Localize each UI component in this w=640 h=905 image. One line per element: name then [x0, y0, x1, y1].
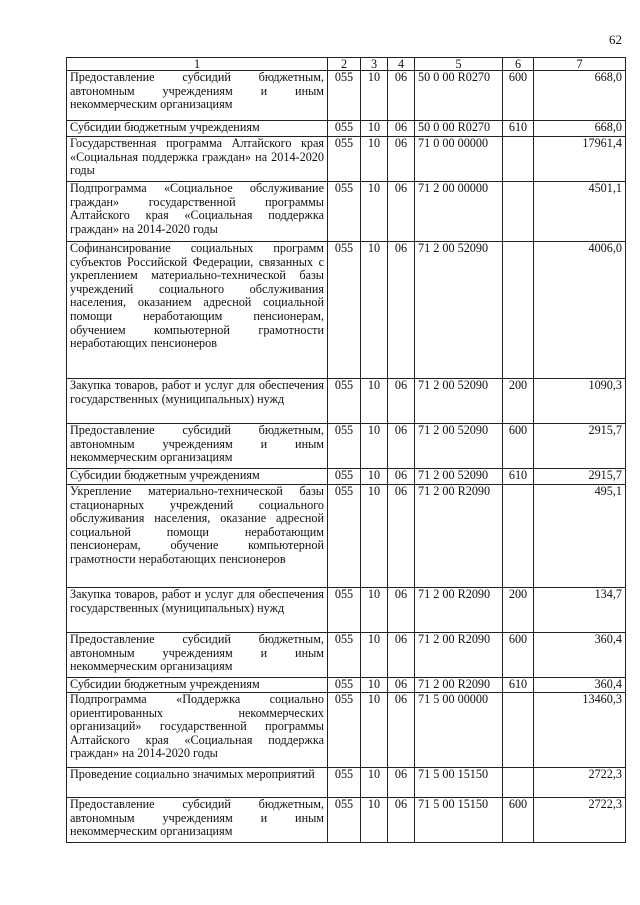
- target-article: 71 2 00 R2090: [415, 588, 503, 633]
- admin-code: 055: [328, 424, 361, 469]
- subsection-code: 06: [388, 121, 415, 137]
- subsection-code: 06: [388, 693, 415, 768]
- admin-code: 055: [328, 121, 361, 137]
- amount: 4501,1: [534, 182, 626, 242]
- table-row: [67, 693, 626, 768]
- expense-type: 200: [503, 588, 534, 633]
- admin-code: 055: [328, 588, 361, 633]
- expense-type: 600: [503, 71, 534, 121]
- row-name: Закупка товаров, работ и услуг для обеспечения государственных (муниципальных) нужд: [67, 588, 328, 633]
- section-code: 10: [361, 137, 388, 182]
- table-row: [67, 71, 626, 121]
- table-row: [67, 379, 626, 424]
- column-header: 1: [67, 58, 328, 71]
- table-row: [67, 768, 626, 798]
- section-code: 10: [361, 693, 388, 768]
- target-article: 71 5 00 15150: [415, 798, 503, 843]
- expense-type: 200: [503, 379, 534, 424]
- admin-code: 055: [328, 798, 361, 843]
- table-row: [67, 588, 626, 633]
- subsection-code: 06: [388, 182, 415, 242]
- column-header: 7: [534, 58, 626, 71]
- subsection-code: 06: [388, 633, 415, 678]
- section-code: 10: [361, 379, 388, 424]
- amount: 360,4: [534, 633, 626, 678]
- section-code: 10: [361, 588, 388, 633]
- row-name: Предоставление субсидий бюджетным, автономным учреждениям и иным некоммерческим организациям: [67, 633, 328, 678]
- amount: 2915,7: [534, 469, 626, 485]
- section-code: 10: [361, 485, 388, 588]
- admin-code: 055: [328, 137, 361, 182]
- section-code: 10: [361, 121, 388, 137]
- row-name: Субсидии бюджетным учреждениям: [67, 469, 328, 485]
- target-article: 50 0 00 R0270: [415, 71, 503, 121]
- expense-type: 600: [503, 424, 534, 469]
- expense-type: 610: [503, 678, 534, 693]
- section-code: 10: [361, 798, 388, 843]
- section-code: 10: [361, 678, 388, 693]
- row-name: Укрепление материально-технической базы стационарных учреждений социального обслуживания населения, оказание адресной социальной помощи неработающим пенсионерам, обучение компьютерной грамотности неработающих пенсионеров: [67, 485, 328, 588]
- admin-code: 055: [328, 469, 361, 485]
- admin-code: 055: [328, 379, 361, 424]
- column-header: 5: [415, 58, 503, 71]
- table-row: [67, 633, 626, 678]
- target-article: 71 2 00 R2090: [415, 678, 503, 693]
- subsection-code: 06: [388, 137, 415, 182]
- amount: 495,1: [534, 485, 626, 588]
- amount: 668,0: [534, 121, 626, 137]
- subsection-code: 06: [388, 379, 415, 424]
- admin-code: 055: [328, 242, 361, 379]
- amount: 1090,3: [534, 379, 626, 424]
- expense-type: [503, 182, 534, 242]
- amount: 668,0: [534, 71, 626, 121]
- amount: 17961,4: [534, 137, 626, 182]
- table-row: [67, 678, 626, 693]
- target-article: 71 5 00 15150: [415, 768, 503, 798]
- table-row: [67, 182, 626, 242]
- expense-type: [503, 137, 534, 182]
- subsection-code: 06: [388, 469, 415, 485]
- amount: 134,7: [534, 588, 626, 633]
- amount: 2722,3: [534, 798, 626, 843]
- admin-code: 055: [328, 768, 361, 798]
- amount: 2915,7: [534, 424, 626, 469]
- section-code: 10: [361, 71, 388, 121]
- target-article: 71 5 00 00000: [415, 693, 503, 768]
- subsection-code: 06: [388, 242, 415, 379]
- table-row: [67, 485, 626, 588]
- admin-code: 055: [328, 71, 361, 121]
- table-row: [67, 469, 626, 485]
- subsection-code: 06: [388, 768, 415, 798]
- table-row: [67, 242, 626, 379]
- section-code: 10: [361, 633, 388, 678]
- row-name: Подпрограмма «Поддержка социально ориентированных некоммерческих организаций» государственной программы Алтайского края «Социальная поддержка граждан» на 2014-2020 годы: [67, 693, 328, 768]
- header-row: [67, 58, 626, 71]
- column-header: 3: [361, 58, 388, 71]
- column-header: 4: [388, 58, 415, 71]
- admin-code: 055: [328, 485, 361, 588]
- table-row: [67, 121, 626, 137]
- expense-type: [503, 242, 534, 379]
- target-article: 71 0 00 00000: [415, 137, 503, 182]
- target-article: 71 2 00 R2090: [415, 633, 503, 678]
- target-article: 71 2 00 52090: [415, 242, 503, 379]
- expense-type: 610: [503, 121, 534, 137]
- table-row: [67, 137, 626, 182]
- row-name: Государственная программа Алтайского края «Социальная поддержка граждан» на 2014-2020 годы: [67, 137, 328, 182]
- budget-table: [66, 57, 626, 843]
- target-article: 71 2 00 52090: [415, 424, 503, 469]
- row-name: Предоставление субсидий бюджетным, автономным учреждениям и иным некоммерческим организациям: [67, 424, 328, 469]
- target-article: 50 0 00 R0270: [415, 121, 503, 137]
- subsection-code: 06: [388, 424, 415, 469]
- admin-code: 055: [328, 182, 361, 242]
- row-name: Проведение социально значимых мероприятий: [67, 768, 328, 798]
- admin-code: 055: [328, 693, 361, 768]
- row-name: Закупка товаров, работ и услуг для обеспечения государственных (муниципальных) нужд: [67, 379, 328, 424]
- subsection-code: 06: [388, 798, 415, 843]
- section-code: 10: [361, 768, 388, 798]
- expense-type: 600: [503, 798, 534, 843]
- amount: 360,4: [534, 678, 626, 693]
- table-row: [67, 424, 626, 469]
- subsection-code: 06: [388, 485, 415, 588]
- row-name: Подпрограмма «Социальное обслуживание граждан» государственной программы Алтайского края «Социальная поддержка граждан» на 2014-2020 годы: [67, 182, 328, 242]
- row-name: Субсидии бюджетным учреждениям: [67, 121, 328, 137]
- column-header: 6: [503, 58, 534, 71]
- expense-type: [503, 693, 534, 768]
- row-name: Субсидии бюджетным учреждениям: [67, 678, 328, 693]
- row-name: Предоставление субсидий бюджетным, автономным учреждениям и иным некоммерческим организациям: [67, 798, 328, 843]
- admin-code: 055: [328, 678, 361, 693]
- section-code: 10: [361, 424, 388, 469]
- subsection-code: 06: [388, 678, 415, 693]
- amount: 13460,3: [534, 693, 626, 768]
- amount: 4006,0: [534, 242, 626, 379]
- row-name: Предоставление субсидий бюджетным, автономным учреждениям и иным некоммерческим организациям: [67, 71, 328, 121]
- amount: 2722,3: [534, 768, 626, 798]
- expense-type: [503, 768, 534, 798]
- expense-type: 600: [503, 633, 534, 678]
- target-article: 71 2 00 52090: [415, 469, 503, 485]
- row-name: Софинансирование социальных программ субъектов Российской Федерации, связанных с укреплением материально-технической базы учреждений социального обслуживания населения, оказанием адресной социальной помощи неработающим пенсионерам, обучением компьютерной грамотности неработающих пенсионеров: [67, 242, 328, 379]
- section-code: 10: [361, 182, 388, 242]
- subsection-code: 06: [388, 71, 415, 121]
- table-row: [67, 798, 626, 843]
- admin-code: 055: [328, 633, 361, 678]
- expense-type: 610: [503, 469, 534, 485]
- section-code: 10: [361, 242, 388, 379]
- subsection-code: 06: [388, 588, 415, 633]
- target-article: 71 2 00 00000: [415, 182, 503, 242]
- target-article: 71 2 00 R2090: [415, 485, 503, 588]
- section-code: 10: [361, 469, 388, 485]
- page-number: 62: [609, 32, 622, 47]
- column-header: 2: [328, 58, 361, 71]
- expense-type: [503, 485, 534, 588]
- target-article: 71 2 00 52090: [415, 379, 503, 424]
